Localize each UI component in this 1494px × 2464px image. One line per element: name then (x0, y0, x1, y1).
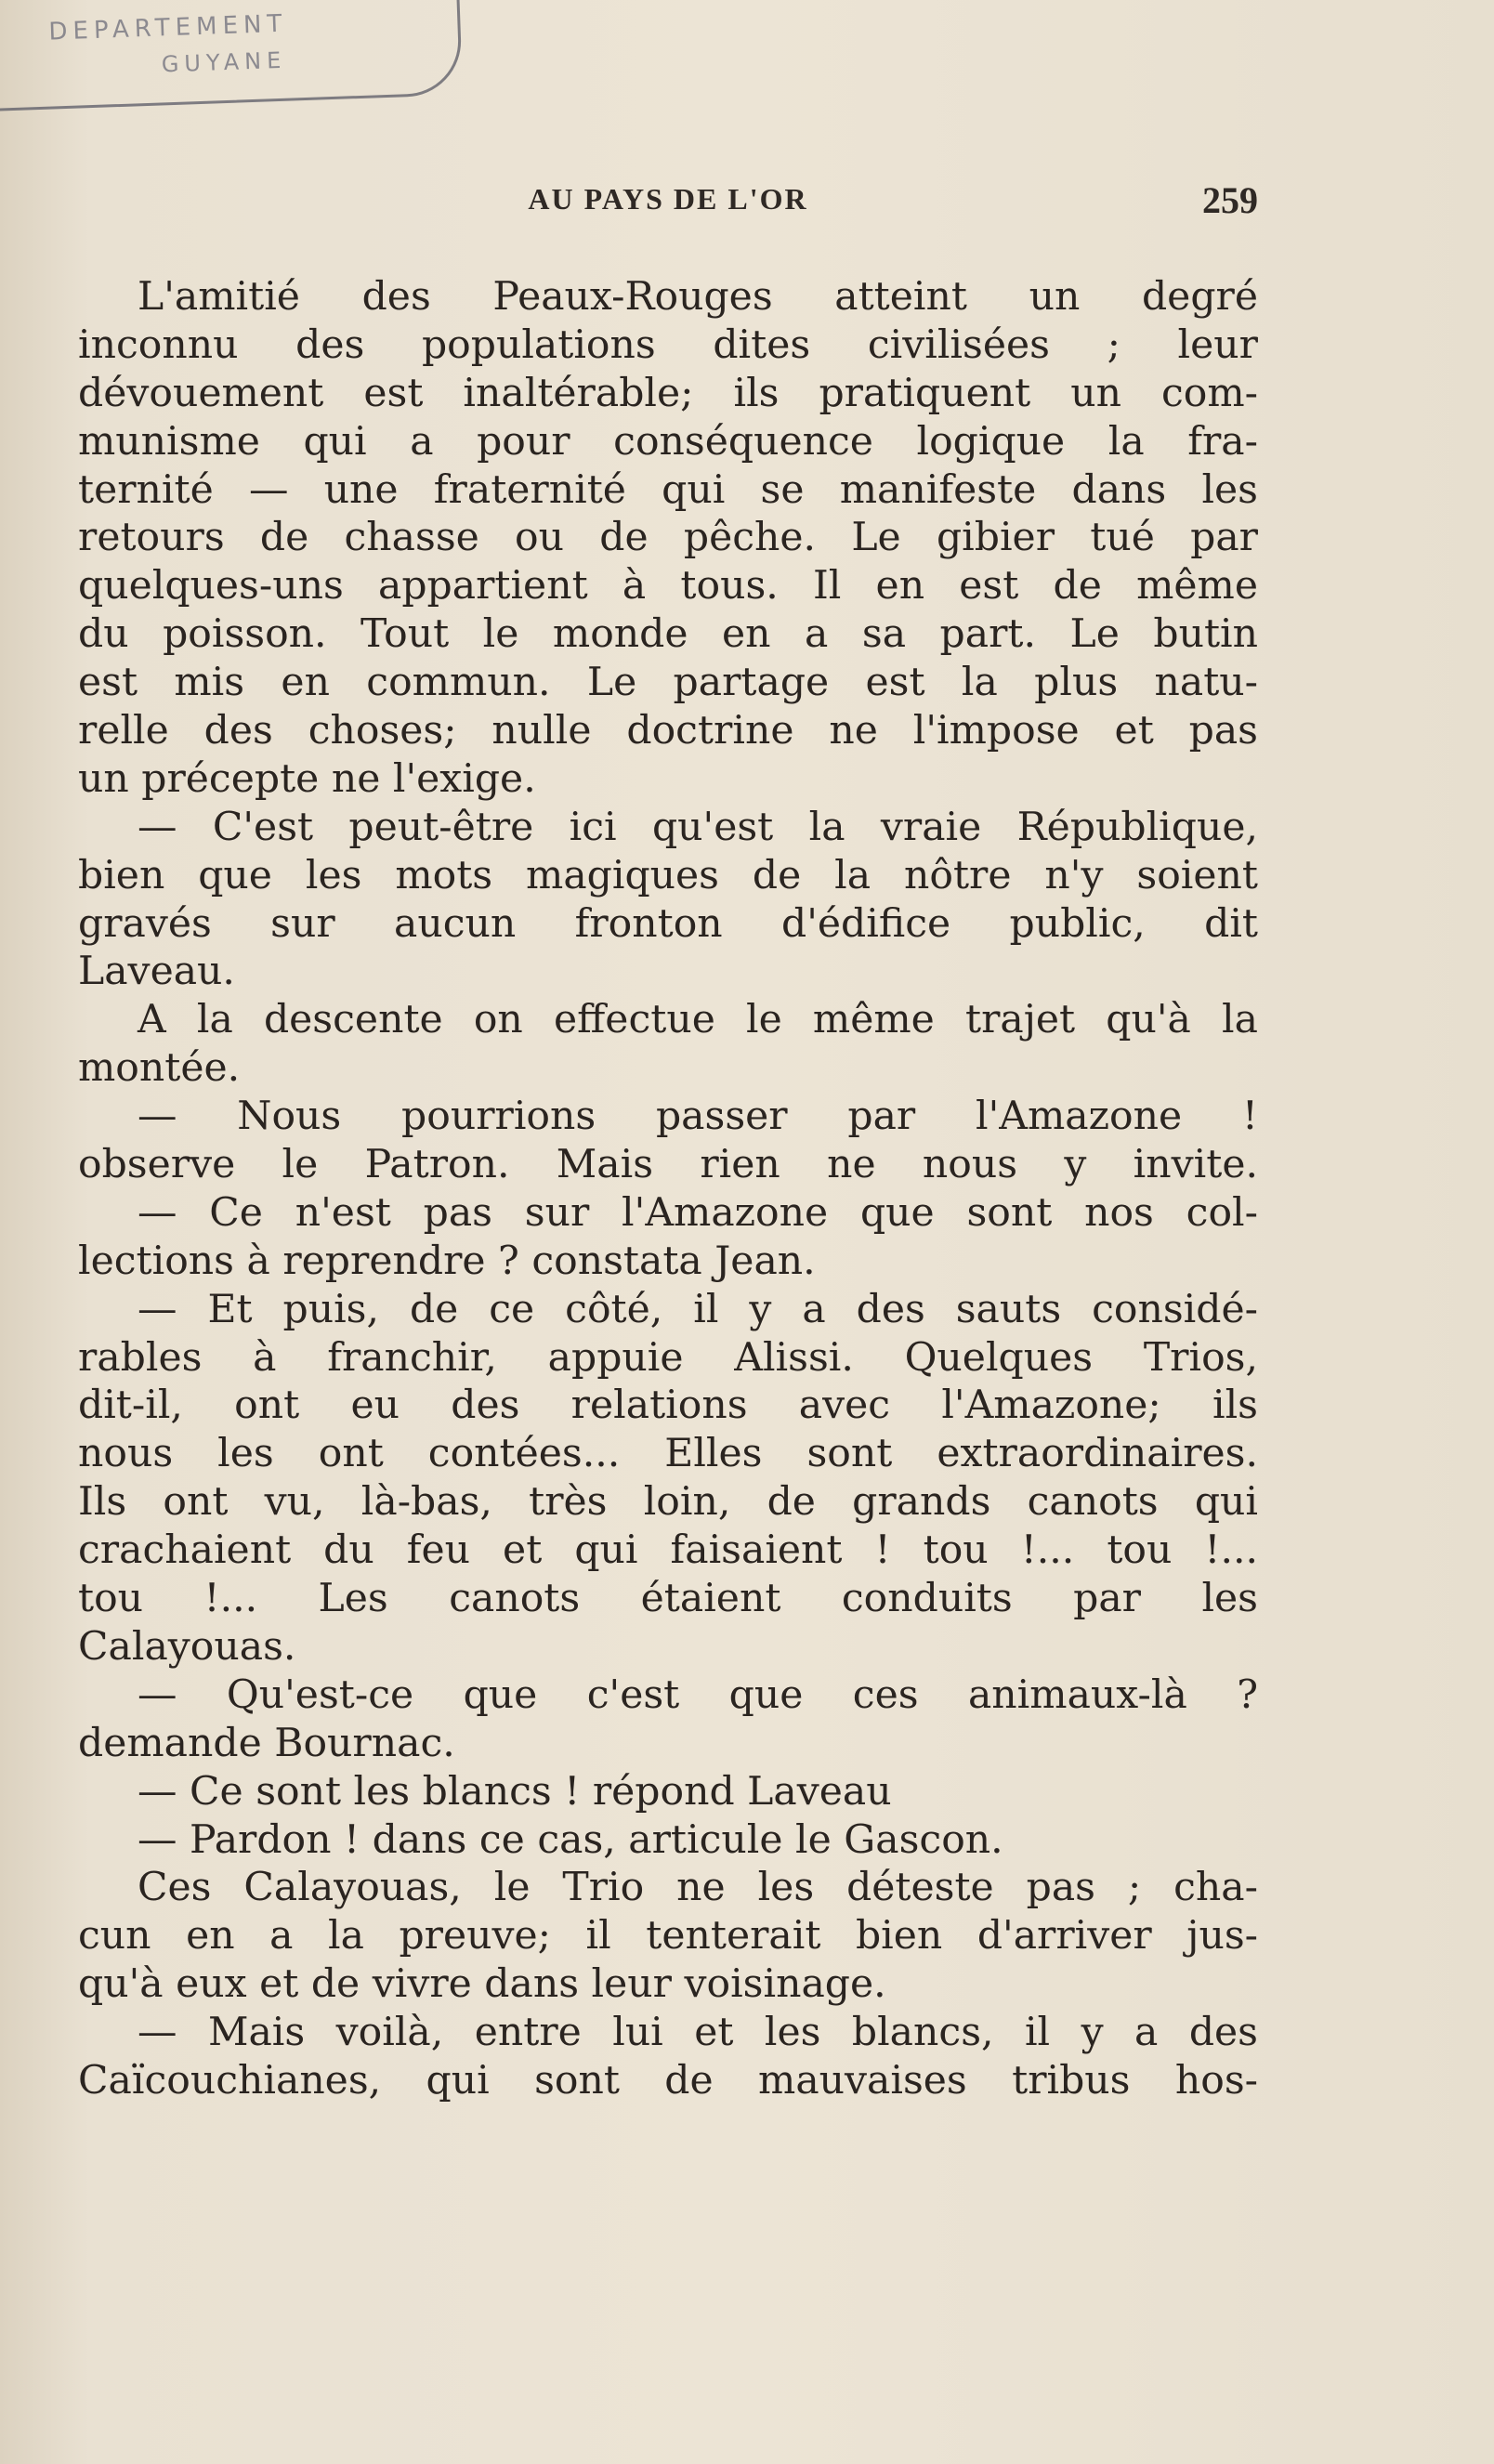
text-line: crachaient du feu et qui faisaient ! tou !... tou !... (78, 1527, 1258, 1574)
page-header (78, 179, 1258, 234)
text-line: qu'à eux et de vivre dans leur voisinage. (78, 1961, 886, 2008)
text-line: ternité — une fraternité qui se manifeste dans les (78, 466, 1258, 513)
text-line: munisme qui a pour conséquence logique la fra- (78, 418, 1258, 465)
text-line: — Ce n'est pas sur l'Amazone que sont nos col- (138, 1189, 1258, 1236)
text-line: retours de chasse ou de pêche. Le gibier tué par (78, 515, 1258, 561)
text-line: relle des choses; nulle doctrine ne l'impose et pas (78, 708, 1258, 754)
text-line: L'amitié des Peaux-Rouges atteint un degré (138, 274, 1258, 320)
text-line: montée. (78, 1045, 241, 1092)
running-title: AU PAYS DE L'OR (528, 182, 808, 216)
library-stamp (0, 0, 463, 111)
text-line: — Nous pourrions passer par l'Amazone ! (138, 1094, 1258, 1140)
text-line: Ils ont vu, là-bas, très loin, de grands canots qui (78, 1479, 1258, 1526)
text-line: est mis en commun. Le partage est la plus natu- (78, 660, 1258, 706)
text-line: dit-il, ont eu des relations avec l'Amazone; ils (78, 1383, 1258, 1429)
text-line: nous les ont contées... Elles sont extraordinaires. (78, 1431, 1258, 1477)
text-line: — Pardon ! dans ce cas, articule le Gascon. (138, 1816, 1003, 1863)
text-line: quelques-uns appartient à tous. Il en est de même (78, 563, 1258, 609)
text-line: dévouement est inaltérable; ils pratiquent un com- (78, 370, 1258, 416)
text-line: gravés sur aucun fronton d'édifice public, dit (78, 900, 1258, 947)
text-line: — Ce sont les blancs ! répond Laveau (138, 1768, 892, 1815)
text-line: observe le Patron. Mais rien ne nous y invite. (78, 1142, 1258, 1188)
text-line: A la descente on effectue le même trajet qu'à la (138, 997, 1258, 1043)
text-line: Ces Calayouas, le Trio ne les déteste pas ; cha- (138, 1865, 1258, 1911)
text-line: lections à reprendre ? constata Jean. (78, 1238, 816, 1284)
text-line: du poisson. Tout le monde en a sa part. Le butin (78, 611, 1258, 658)
text-line: demande Bournac. (78, 1720, 455, 1766)
text-line: Calayouas. (78, 1623, 296, 1670)
text-line: inconnu des populations dites civilisées ; leur (78, 321, 1258, 368)
text-line: cun en a la preuve; il tenterait bien d'arriver jus- (78, 1913, 1258, 1959)
text-line: — C'est peut-être ici qu'est la vraie République, (138, 804, 1258, 850)
text-line: tou !... Les canots étaient conduits par les (78, 1576, 1258, 1622)
text-line: un précepte ne l'exige. (78, 755, 536, 802)
stamp-text-line1: DEPARTEMENT (47, 9, 288, 46)
text-line: rables à franchir, appuie Alissi. Quelques Trios, (78, 1334, 1258, 1381)
text-line: — Et puis, de ce côté, il y a des sauts considé- (138, 1286, 1258, 1332)
text-line: Caïcouchianes, qui sont de mauvaises tribus hos- (78, 2057, 1258, 2104)
body-text (78, 273, 1258, 2105)
stamp-text-line2: GUYANE (161, 46, 287, 78)
text-line: — Mais voilà, entre lui et les blancs, il y a des (138, 2010, 1258, 2056)
text-line: bien que les mots magiques de la nôtre n'y soient (78, 852, 1258, 898)
text-line: Laveau. (78, 949, 235, 995)
page-number: 259 (1202, 179, 1258, 221)
text-line: — Qu'est-ce que c'est que ces animaux-là ? (138, 1671, 1258, 1718)
